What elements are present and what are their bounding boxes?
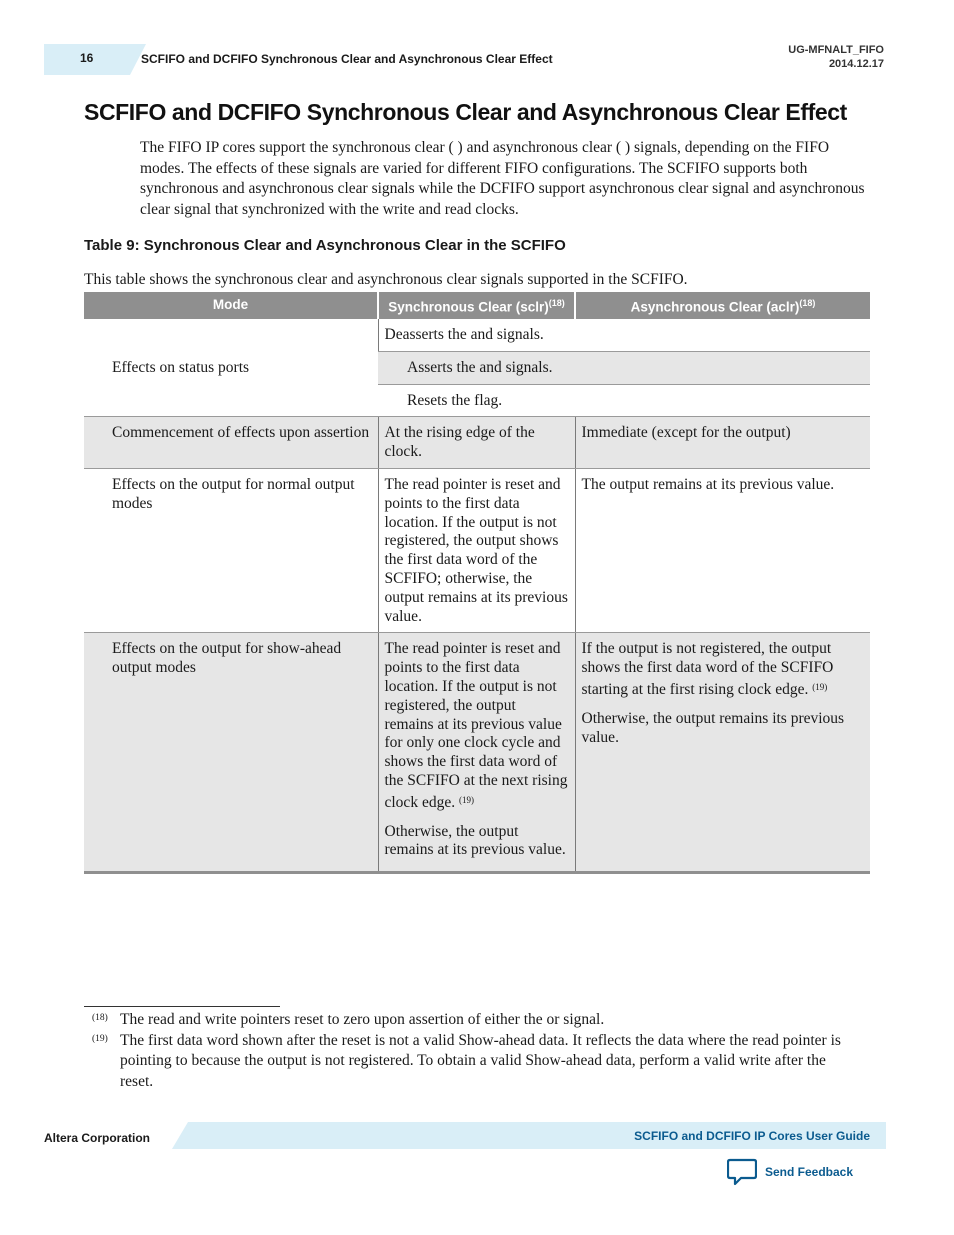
page-number: 16 [80,51,94,65]
footnote-mark: (18) [92,1013,108,1023]
footnote-ref: (18) [548,297,565,308]
col-header-aclr: Asynchronous Clear (aclr)$^{(18)}$ [575,292,870,319]
table-caption: Table 9: Synchronous Clear and Asynchronous Clear in the SCFIFO [84,237,566,254]
cell-paragraph: Otherwise, the output remains at its previous value. [384,822,566,859]
table-cell-sclr: The read pointer is reset and points to the first data location. If the output is not registered, the output shows the first data word of the SCFIFO; otherwise, the output remains at its previous value. [378,468,575,632]
cell-paragraph: The read pointer is reset and points to the first data location. If the output is not registered, the output remains at its previous value for only one clock cycle and shows the first data word of the SCFIFO at the next rising clock edge. $^{(19)}$ [384,640,568,811]
table-cell-mode: Effects on the output for show-ahead output modes [84,633,378,873]
clear-effects-table [84,292,870,874]
send-feedback-label: Send Feedback [765,1165,854,1179]
footnote-mark: (19) [92,1033,108,1044]
table-cell-aclr: The output remains at its previous value. [575,468,870,632]
col-header-sclr: Synchronous Clear (sclr)$^{(18)}$ [378,292,575,319]
cell-paragraph: Otherwise, the output remains its previous value. [581,709,845,746]
table-description: This table shows the synchronous clear and asynchronous clear signals supported in the SCFIFO. [84,271,688,288]
running-header-title: SCFIFO and DCFIFO Synchronous Clear and Asynchronous Clear Effect [141,52,553,66]
col-header-mode: Mode [84,292,378,319]
send-feedback-link[interactable] [727,1158,853,1186]
speech-bubble-icon [727,1158,757,1186]
table-row [84,468,870,632]
table-row [84,319,870,351]
footnote-19 [92,1031,852,1093]
table-cell-sclr: At the rising edge of the clock. [378,417,575,469]
doc-date: 2014.12.17 [828,58,884,70]
table-cell-merged: Asserts the and signals. [378,351,870,384]
table-cell-mode: Commencement of effects upon assertion [84,417,378,469]
section-heading: SCFIFO and DCFIFO Synchronous Clear and Asynchronous Clear Effect [84,99,847,125]
table-header-row [84,292,870,319]
table-cell-sclr [378,633,575,873]
cell-paragraph: If the output is not registered, the output shows the first data word of the SCFIFO starting at the first rising clock edge. $^{(19)}$ [581,640,834,698]
table-cell-merged: Deasserts the and signals. [378,319,870,351]
doc-id: UG-MFNALT_FIFO [788,44,884,56]
table-cell-merged: Resets the flag. [378,384,870,417]
footnote-ref: (18) [799,297,816,308]
table-cell-aclr: Immediate (except for the output) [575,417,870,469]
table-row [84,417,870,469]
footnote-ref: (19) [812,681,828,692]
footnote-text: The read and write pointers reset to zero upon assertion of either the or signal. [120,1011,605,1028]
footnote-text: The first data word shown after the reset is not a valid Show-ahead data. It reflects the data where the read pointer is pointing to because the output is not registered. To obtain a valid Show-ahead data, perform a valid write after the reset. [120,1031,841,1090]
footnotes [92,1010,852,1092]
guide-title[interactable]: SCFIFO and DCFIFO IP Cores User Guide [634,1129,870,1143]
doc-info [788,43,884,71]
footnote-18 [92,1010,852,1031]
intro-paragraph: The FIFO IP cores support the synchronous clear ( ) and asynchronous clear ( ) signals, depending on the FIFO modes. The effects of these signals are varied for different FIFO configurations. The SCFIFO supports both synchronous and asynchronous clear signals while the DCFIFO support asynchronous clear signal and asynchronous clear signal that synchronized with the write and read clocks. [140,139,865,218]
table-cell-mode: Effects on status ports [84,319,378,417]
table-cell-mode: Effects on the output for normal output modes [84,468,378,632]
footnote-divider [84,1006,280,1007]
footnote-ref: (19) [458,794,474,805]
table-cell-aclr [575,633,870,873]
table-row [84,633,870,873]
company-name: Altera Corporation [44,1131,151,1145]
